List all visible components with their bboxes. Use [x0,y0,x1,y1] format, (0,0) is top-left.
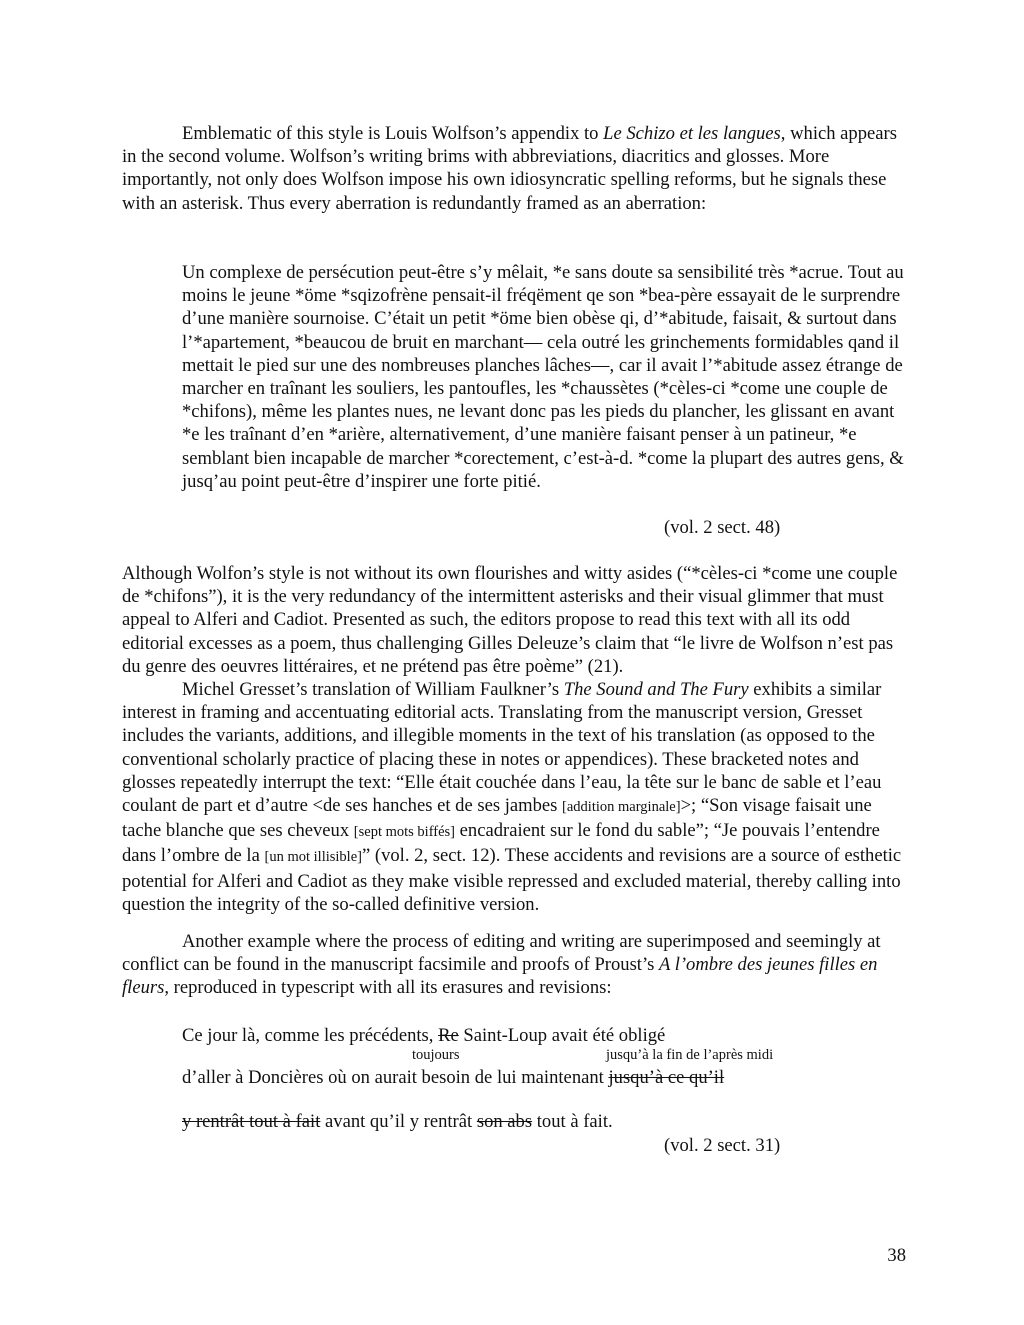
paragraph-proust: Another example where the process of editing and writing are superimposed and seemingly at conflict can be found in the manuscript facsimile and proofs of Proust’s A l’ombre des jeunes filles en fleurs, reproduced in typescript with all its erasures and revisions: [122,931,881,999]
book-title: Le Schizo et les langues [603,123,781,144]
struck-text: y rentrât tout à fait [182,1111,321,1132]
struck-text: jusqu’à ce qu’il [608,1067,725,1088]
struck-text: son abs [476,1111,533,1132]
struck-text: Re [438,1025,459,1046]
paragraph-gresset: Michel Gresset’s translation of William Faulkner’s The Sound and The Fury exhibits a similar interest in framing and accentuating editorial acts. Translating from the manuscript version, Gresset includes the variants, additions, and illegible moments in the text of his translation (as opposed to the conventional scholarly practice of placing these in notes or appendices). These bracketed notes and glosses repeatedly interrupt the text: “Elle était couchée dans l’eau, la tête sur le banc de sable et l’eau coulant de part et d’autre <de ses hanches et de ses jambes [addition marginale]>; “Son visage faisait une tache blanche que ses cheveux [sept mots biffés] encadraient sur le fond du sable”; “Je pouvais l’entendre dans l’ombre de la [un mot illisible]” (vol. 2, sect. 12). These accidents and revisions are a source of esthetic potential for Alferi and Cadiot as they make visible repressed and excluded material, thereby calling into question the integrity of the so-called definitive version. [122,679,902,915]
block-quote-wolfson: Un complexe de persécution peut-être s’y mêlait, *e sans doute sa sensibilité très *acrue. Tout au moins le jeune *öme *sqizofrène pensait-il fréqëment qe son *bea-père essayait de le surprendre d’une manière sournoise. C’était un petit *öme bien obèse qi, d’*abitude, faisait, & surtout dans l’*apartement, *beaucou de bruit en marchant— cela outré les grinchements formidables qand il mettait le pied sur une des nombreuses planches lâches—, car il avait l’*abitude assez étrange de marcher en traînant les souliers, les pantoufles, les *chaussètes (*cèles-ci *come une couple de *chifons), même les plantes nues, ne levant donc pas les pieds du plancher, les glissant en avant *e les traînant d’en *arière, alternativement, d’une manière faisant penser à un patineur, *e semblant bien incapable de marcher *corectement, c’est-à-d. *come la plupart des autres gens, & jusq’au point peut-être d’inspirer une forte pitié. [182,262,904,492]
book-title: A l’ombre des jeunes filles en fleurs [122,954,878,999]
page-number: 38 [887,1245,906,1266]
citation-vol2-sect31: (vol. 2 sect. 31) [664,1135,781,1156]
insertion-apres-midi: jusqu’à la fin de l’après midi [606,1047,774,1063]
insertion-toujours: toujours [412,1047,460,1063]
editorial-note: [sept mots biffés] [353,824,456,841]
proust-line-3: y rentrât tout à fait avant qu’il y rentrât son abs tout à fait. [182,1111,613,1132]
proust-line-1: Ce jour là, comme les précédents, Re Saint-Loup avait été obligé [182,1025,666,1046]
editorial-note: [addition marginale] [562,799,681,816]
paragraph-wolfson-style: Although Wolfon’s style is not without its own flourishes and witty asides (“*cèles-ci *come une couple de *chifons”), it is the very redundancy of the intermittent asterisks and their visual glimmer that must appeal to Alferi and Cadiot. Presented as such, the editors propose to read this text with all its odd editorial excesses as a poem, thus challenging Gilles Deleuze’s claim that “le livre de Wolfson n’est pas du genre des oeuvres littéraires, et ne prétend pas être poème” (21). [122,563,898,677]
editorial-note: [un mot illisible] [264,849,362,866]
book-title: The Sound and The Fury [563,679,749,700]
proust-line-2: d’aller à Doncières où on aurait besoin de lui maintenant jusqu’à ce qu’il [182,1067,725,1088]
citation-vol2-sect48: (vol. 2 sect. 48) [664,517,781,538]
paragraph-wolfson-intro: Emblematic of this style is Louis Wolfson’s appendix to Le Schizo et les langues, which appears in the second volume. Wolfson’s writing brims with abbreviations, diacritics and glosses. More importantly, not only does Wolfson impose his own idiosyncratic spelling reforms, but he signals these with an asterisk. Thus every aberration is redundantly framed as an aberration: [122,123,897,214]
